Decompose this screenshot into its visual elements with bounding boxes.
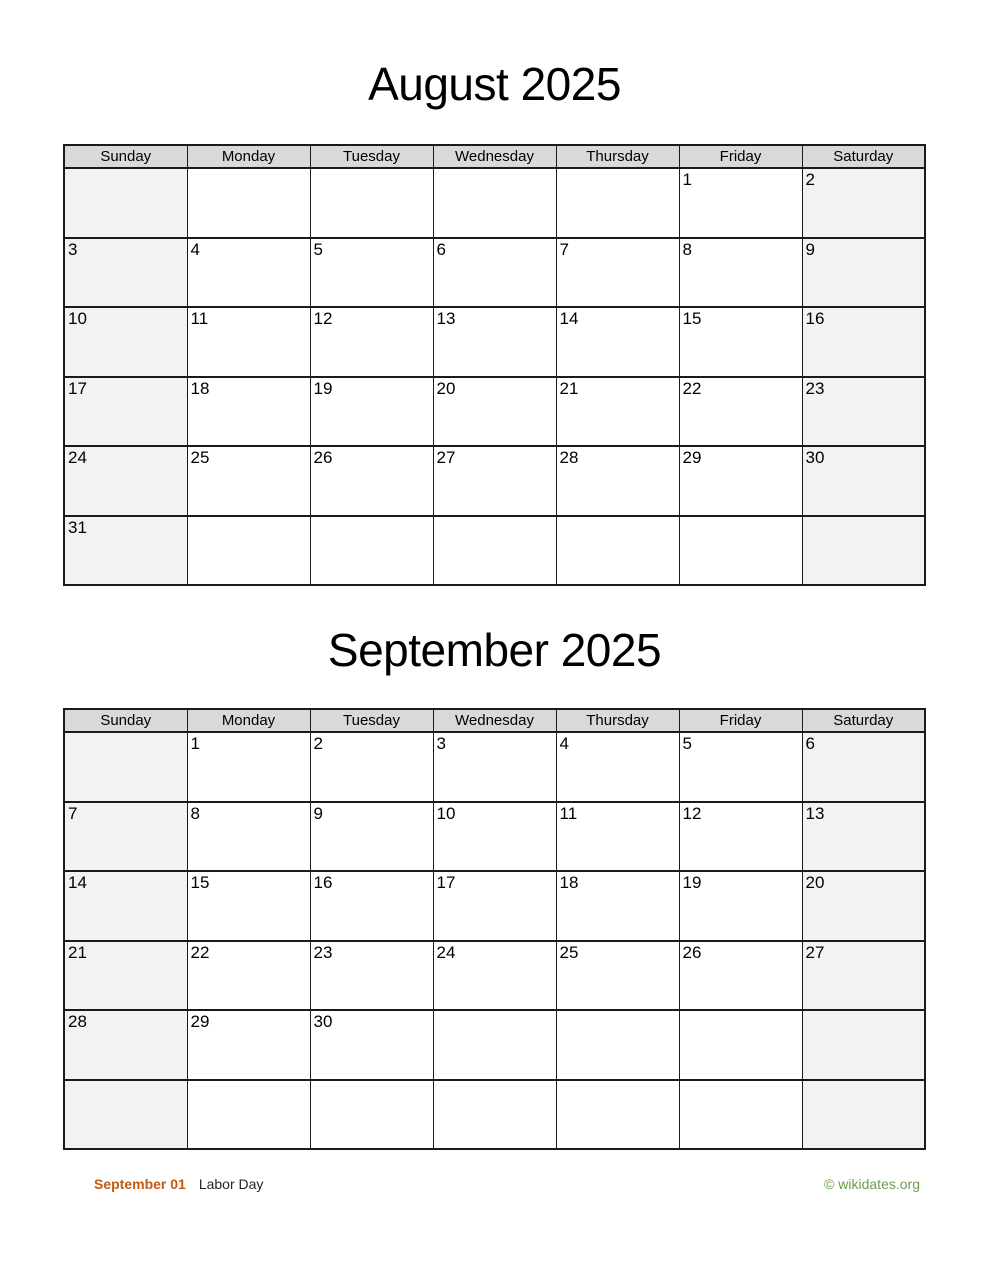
day-cell: 13 [433, 307, 556, 377]
week-row [64, 1010, 925, 1080]
day-cell: 11 [556, 802, 679, 872]
day-cell: 17 [433, 871, 556, 941]
day-cell: 9 [310, 802, 433, 872]
week-row [64, 377, 925, 447]
day-header-wednesday: Wednesday [433, 145, 556, 168]
day-cell: 8 [187, 802, 310, 872]
day-cell: 30 [310, 1010, 433, 1080]
day-header-thursday: Thursday [556, 709, 679, 732]
day-header-tuesday: Tuesday [310, 709, 433, 732]
day-cell: 7 [64, 802, 187, 872]
day-cell [556, 1010, 679, 1080]
day-cell: 3 [433, 732, 556, 802]
day-cell [556, 1080, 679, 1150]
day-header-row [64, 145, 925, 168]
day-header-saturday: Saturday [802, 709, 925, 732]
week-row [64, 802, 925, 872]
day-cell: 20 [802, 871, 925, 941]
day-cell: 6 [433, 238, 556, 308]
calendar-grid-september [63, 708, 926, 1150]
day-cell: 21 [64, 941, 187, 1011]
day-cell: 25 [556, 941, 679, 1011]
day-cell [187, 516, 310, 586]
day-cell: 28 [556, 446, 679, 516]
day-cell: 22 [679, 377, 802, 447]
day-cell: 20 [433, 377, 556, 447]
day-cell: 2 [310, 732, 433, 802]
week-row [64, 168, 925, 238]
day-cell: 18 [556, 871, 679, 941]
day-header-friday: Friday [679, 709, 802, 732]
day-header-sunday: Sunday [64, 145, 187, 168]
day-cell: 29 [187, 1010, 310, 1080]
week-row [64, 446, 925, 516]
day-cell [556, 168, 679, 238]
day-cell: 14 [64, 871, 187, 941]
day-cell: 25 [187, 446, 310, 516]
day-cell: 27 [802, 941, 925, 1011]
day-cell: 4 [187, 238, 310, 308]
day-cell [310, 1080, 433, 1150]
day-cell [64, 1080, 187, 1150]
day-cell [310, 168, 433, 238]
day-cell [802, 1080, 925, 1150]
day-header-wednesday: Wednesday [433, 709, 556, 732]
day-cell: 29 [679, 446, 802, 516]
day-cell [433, 1080, 556, 1150]
footer [63, 1174, 926, 1194]
day-header-row [64, 709, 925, 732]
day-cell: 2 [802, 168, 925, 238]
day-cell: 24 [64, 446, 187, 516]
day-header-friday: Friday [679, 145, 802, 168]
day-cell: 6 [802, 732, 925, 802]
day-header-sunday: Sunday [64, 709, 187, 732]
day-cell: 15 [187, 871, 310, 941]
day-cell: 14 [556, 307, 679, 377]
day-cell: 23 [310, 941, 433, 1011]
day-cell: 22 [187, 941, 310, 1011]
day-cell: 1 [187, 732, 310, 802]
day-cell [187, 1080, 310, 1150]
week-row [64, 1080, 925, 1150]
day-cell [802, 516, 925, 586]
holiday-name: Labor Day [198, 1176, 264, 1192]
day-cell: 23 [802, 377, 925, 447]
day-cell: 12 [679, 802, 802, 872]
day-cell [556, 516, 679, 586]
day-cell: 30 [802, 446, 925, 516]
day-cell: 10 [64, 307, 187, 377]
day-header-monday: Monday [187, 709, 310, 732]
day-cell: 3 [64, 238, 187, 308]
day-cell: 26 [679, 941, 802, 1011]
day-cell: 16 [310, 871, 433, 941]
day-cell: 16 [802, 307, 925, 377]
day-cell: 26 [310, 446, 433, 516]
week-row [64, 871, 925, 941]
day-cell [679, 1080, 802, 1150]
holiday-entry [94, 1174, 263, 1194]
day-cell: 5 [310, 238, 433, 308]
day-cell [433, 168, 556, 238]
day-header-saturday: Saturday [802, 145, 925, 168]
day-cell [679, 1010, 802, 1080]
week-row [64, 516, 925, 586]
day-cell: 1 [679, 168, 802, 238]
holiday-date: September 01 [94, 1176, 186, 1192]
day-cell: 24 [433, 941, 556, 1011]
day-cell [433, 1010, 556, 1080]
calendar-grid-august [63, 144, 926, 586]
day-cell: 31 [64, 516, 187, 586]
day-cell [802, 1010, 925, 1080]
day-cell [433, 516, 556, 586]
day-cell [187, 168, 310, 238]
day-cell: 21 [556, 377, 679, 447]
day-cell: 10 [433, 802, 556, 872]
day-cell: 28 [64, 1010, 187, 1080]
week-row [64, 941, 925, 1011]
day-header-monday: Monday [187, 145, 310, 168]
day-cell: 5 [679, 732, 802, 802]
day-header-tuesday: Tuesday [310, 145, 433, 168]
day-cell [64, 168, 187, 238]
day-cell: 19 [679, 871, 802, 941]
day-cell: 19 [310, 377, 433, 447]
day-cell: 7 [556, 238, 679, 308]
day-cell: 11 [187, 307, 310, 377]
day-cell: 18 [187, 377, 310, 447]
day-cell: 8 [679, 238, 802, 308]
month-title-september: September 2025 [327, 624, 662, 676]
day-cell: 27 [433, 446, 556, 516]
copyright-text: © wikidates.org [824, 1176, 920, 1192]
day-cell [310, 516, 433, 586]
week-row [64, 238, 925, 308]
day-cell: 9 [802, 238, 925, 308]
week-row [64, 732, 925, 802]
week-row [64, 307, 925, 377]
day-cell [64, 732, 187, 802]
day-cell: 4 [556, 732, 679, 802]
day-cell: 13 [802, 802, 925, 872]
day-cell: 12 [310, 307, 433, 377]
day-cell: 17 [64, 377, 187, 447]
month-title-august: August 2025 [368, 58, 621, 110]
day-cell: 15 [679, 307, 802, 377]
day-cell [679, 516, 802, 586]
day-header-thursday: Thursday [556, 145, 679, 168]
